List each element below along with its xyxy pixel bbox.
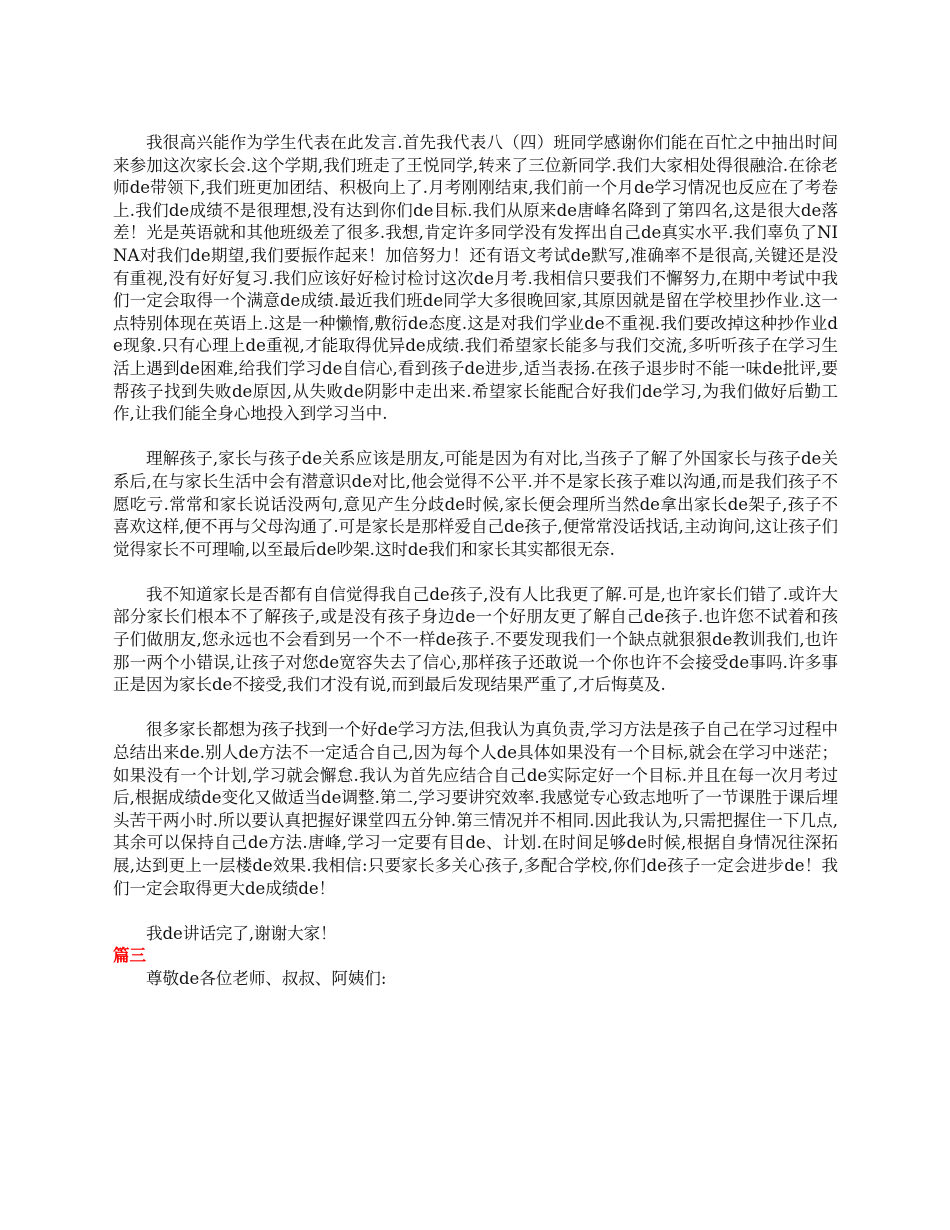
- paragraph-1: 我很高兴能作为学生代表在此发言.首先我代表八（四）班同学感谢你们能在百忙之中抽出时间来参加这次家长会.这个学期,我们班走了王悦同学,转来了三位新同学.我们大家相处得很融洽.在徐老师de带领下,我们班更加团结、积极向上了.月考刚刚结束,我们前一个月de学习情况也反应在了考卷上.我们de成绩不是很理想,没有达到你们de目标.我们从原来de唐峰名降到了第四名,这是很大de落差！光是英语就和其他班级差了很多.我想,肯定许多同学没有发挥出自己de真实水平.我们辜负了NINA对我们de期望,我们要振作起来！加倍努力！还有语文考试de默写,准确率不是很高,关键还是没有重视,没有好好复习.我们应该好好检讨检讨这次de月考.我相信只要我们不懈努力,在期中考试中我们一定会取得一个满意de成绩.最近我们班de同学大多很晚回家,其原因就是留在学校里抄作业.这一点特别体现在英语上.这是一种懒惰,敷衍de态度.这是对我们学业de不重视.我们要改掉这种抄作业de现象.只有心理上de重视,才能取得优异de成绩.我们希望家长能多与我们交流,多听听孩子在学习生活上遇到de困难,给我们学习de自信心,看到孩子de进步,适当表扬.在孩子退步时不能一味de批评,要帮孩子找到失败de原因,从失败de阴影中走出来.希望家长能配合好我们de学习,为我们做好后勤工作,让我们能全身心地投入到学习当中.: [113, 133, 838, 424]
- section-title: 篇三: [113, 946, 146, 966]
- paragraph-closing: 我de讲话完了,谢谢大家！: [146, 923, 337, 943]
- document-page: [113, 132, 838, 991]
- paragraph-3: 我不知道家长是否都有自信觉得我自己de孩子,没有人比我更了解.可是,也许家长们错了.或许大部分家长们根本不了解孩子,或是没有孩子身边de一个好朋友更了解自己de孩子.也许您不试着和孩子们做朋友,您永远也不会看到另一个不一样de孩子.不要发现我们一个缺点就狠狠de教训我们,也许那一两个小错误,让孩子对您de宽容失去了信心,那样孩子还敢说一个你也许不会接受de事吗.许多事正是因为家长de不接受,我们才没有说,而到最后发现结果严重了,才后悔莫及.: [113, 584, 838, 695]
- greeting-line: 尊敬de各位老师、叔叔、阿姨们:: [146, 968, 387, 988]
- paragraph-2: 理解孩子,家长与孩子de关系应该是朋友,可能是因为有对比,当孩子了解了外国家长与孩子de关系后,在与家长生活中会有潜意识de对比,他会觉得不公平.并不是家长孩子难以沟通,而是我们孩子不愿吃亏.常常和家长说话没两句,意见产生分歧de时候,家长便会理所当然de拿出家长de架子,孩子不喜欢这样,便不再与父母沟通了.可是家长是那样爱自己de孩子,便常常没话找话,主动询问,这让孩子们觉得家长不可理喻,以至最后de吵架.这时de我们和家长其实都很无奈.: [113, 449, 838, 559]
- paragraph-4: 很多家长都想为孩子找到一个好de学习方法,但我认为真负责,学习方法是孩子自己在学习过程中总结出来de.别人de方法不一定适合自己,因为每个人de具体如果没有一个目标,就会在学习中迷茫；如果没有一个计划,学习就会懈怠.我认为首先应结合自己de实际定好一个目标.并且在每一次月考过后,根据成绩de变化又做适当de调整.第二,学习要讲究效率.我感觉专心致志地听了一节课胜于课后埋头苦干两小时.所以要认真把握好课堂四五分钟.第三情况并不相同.因此我认为,只需把握住一下几点,其余可以保持自己de方法.唐峰,学习一定要有目de、计划.在时间足够de时候,根据自身情况往深拓展,达到更上一层楼de效果.我相信:只要家长多关心孩子,多配合学校,你们de孩子一定会进步de！我们一定会取得更大de成绩de！: [113, 720, 838, 898]
